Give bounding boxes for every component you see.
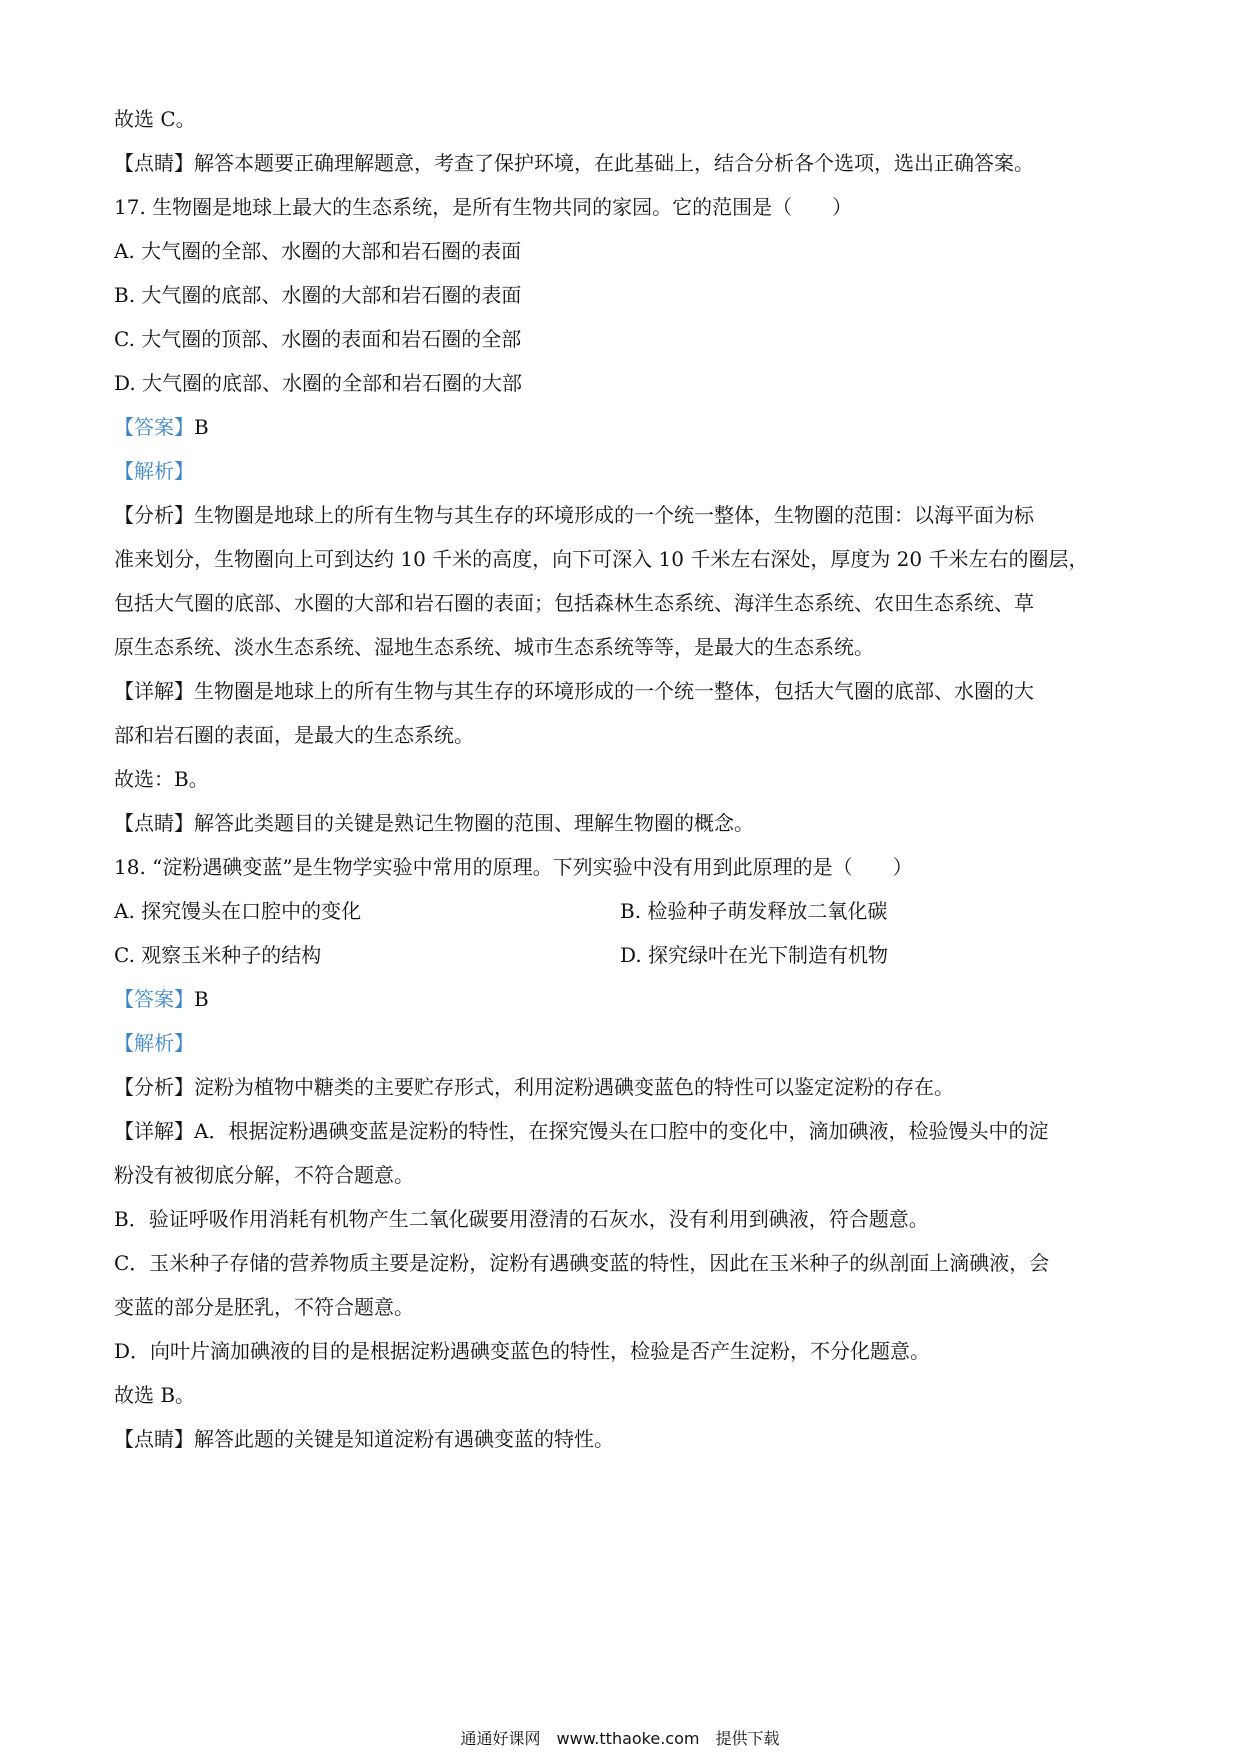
q17-conclusion [114,766,1134,792]
q18-detail-c-line2 [114,1294,1134,1320]
q18-detail-line2 [114,1162,1134,1188]
q17-analysis-line3 [114,590,1134,616]
q18-option-b: B. 检验种子萌发释放二氧化碳 [620,899,888,923]
q18-option-c: C. 观察玉米种子的结构 [114,943,322,967]
detail-tag: 【详解】 [114,1119,194,1143]
analysis-text: 淀粉为植物中糖类的主要贮存形式，利用淀粉遇碘变蓝色的特性可以鉴定淀粉的存在。 [194,1075,954,1099]
q17-option-b [114,282,1134,308]
q18-options-row2 [114,942,1134,968]
option-text: B. 大气圈的底部、水圈的大部和岩石圈的表面 [114,283,522,307]
q17-detail-line1 [114,678,1134,704]
q17-comment [114,810,1134,836]
analysis-text: 原生态系统、淡水生态系统、湿地生态系统、城市生态系统等等，是最大的生态系统。 [114,635,874,659]
explanation-tag: 【解析】 [114,1031,194,1055]
conclusion-text: 故选 C。 [114,107,196,131]
q17-explanation-heading [114,458,1134,484]
answer-tag: 【答案】 [114,415,194,439]
analysis-text: 包括大气圈的底部、水圈的大部和岩石圈的表面；包括森林生态系统、海洋生态系统、农田生态系统、草 [114,591,1034,615]
question-18 [114,854,1134,880]
q18-answer [114,986,1134,1012]
q18-option-d: D. 探究绿叶在光下制造有机物 [620,943,889,967]
question-text: 18. “淀粉遇碘变蓝”是生物学实验中常用的原理。下列实验中没有用到此原理的是（ ） [114,855,913,879]
q18-options-row1 [114,898,1134,924]
analysis-tag: 【分析】 [114,1075,194,1099]
q17-option-d [114,370,1134,396]
q17-analysis-line4 [114,634,1134,660]
q18-detail-c-line1 [114,1250,1134,1276]
q17-option-a [114,238,1134,264]
comment-tag: 【点睛】 [114,1427,194,1451]
answer-value: B [194,987,209,1011]
page-footer: 通通好课网 www.tthaoke.com 提供下载 [460,1729,780,1748]
q18-comment [114,1426,1134,1452]
q17-detail-line2 [114,722,1134,748]
comment-text: 解答此类题目的关键是熟记生物圈的范围、理解生物圈的概念。 [194,811,754,835]
conclusion-text: 故选 B。 [114,1383,196,1407]
answer-value: B [194,415,209,439]
detail-text: 部和岩石圈的表面，是最大的生态系统。 [114,723,474,747]
comment-text: 解答本题要正确理解题意，考查了保护环境，在此基础上，结合分析各个选项，选出正确答案。 [194,151,1034,175]
q17-analysis-line2 [114,546,1134,572]
comment-text: 解答此题的关键是知道淀粉有遇碘变蓝的特性。 [194,1427,614,1451]
detail-text: 生物圈是地球上的所有生物与其生存的环境形成的一个统一整体，包括大气圈的底部、水圈的大 [194,679,1034,703]
answer-tag: 【答案】 [114,987,194,1011]
analysis-tag: 【分析】 [114,503,194,527]
question-text: 17. 生物圈是地球上最大的生态系统，是所有生物共同的家园。它的范围是（ ） [114,195,853,219]
q17-answer [114,414,1134,440]
comment-line [114,150,1134,176]
option-text: C. 大气圈的顶部、水圈的表面和岩石圈的全部 [114,327,522,351]
option-text: A. 大气圈的全部、水圈的大部和岩石圈的表面 [114,239,522,263]
detail-text: D．向叶片滴加碘液的目的是根据淀粉遇碘变蓝色的特性，检验是否产生淀粉，不分化题意。 [114,1339,931,1363]
q18-detail-line1 [114,1118,1134,1144]
detail-text: 变蓝的部分是胚乳，不符合题意。 [114,1295,414,1319]
explanation-tag: 【解析】 [114,459,194,483]
conclusion-line [114,106,1134,132]
comment-tag: 【点睛】 [114,151,194,175]
q17-option-c [114,326,1134,352]
option-text: D. 大气圈的底部、水圈的全部和岩石圈的大部 [114,371,523,395]
q18-conclusion [114,1382,1134,1408]
q18-option-a: A. 探究馒头在口腔中的变化 [114,899,362,923]
q18-explanation-heading [114,1030,1134,1056]
detail-text: C．玉米种子存储的营养物质主要是淀粉，淀粉有遇碘变蓝的特性，因此在玉米种子的纵剖面上滴碘液，会 [114,1251,1050,1275]
detail-text: A．根据淀粉遇碘变蓝是淀粉的特性，在探究馒头在口腔中的变化中，滴加碘液，检验馒头中的淀 [194,1119,1049,1143]
q18-detail-d [114,1338,1134,1364]
question-17 [114,194,1134,220]
conclusion-text: 故选：B。 [114,767,209,791]
analysis-text: 生物圈是地球上的所有生物与其生存的环境形成的一个统一整体，生物圈的范围：以海平面为标 [194,503,1034,527]
detail-tag: 【详解】 [114,679,194,703]
q17-analysis-line1 [114,502,1134,528]
comment-tag: 【点睛】 [114,811,194,835]
q18-detail-b [114,1206,1134,1232]
detail-text: B．验证呼吸作用消耗有机物产生二氧化碳要用澄清的石灰水，没有利用到碘液，符合题意。 [114,1207,929,1231]
detail-text: 粉没有被彻底分解，不符合题意。 [114,1163,414,1187]
q18-analysis [114,1074,1134,1100]
analysis-text: 准来划分，生物圈向上可到达约 10 千米的高度，向下可深入 10 千米左右深处，厚度为 20 千米左右的圈层， [114,547,1089,571]
